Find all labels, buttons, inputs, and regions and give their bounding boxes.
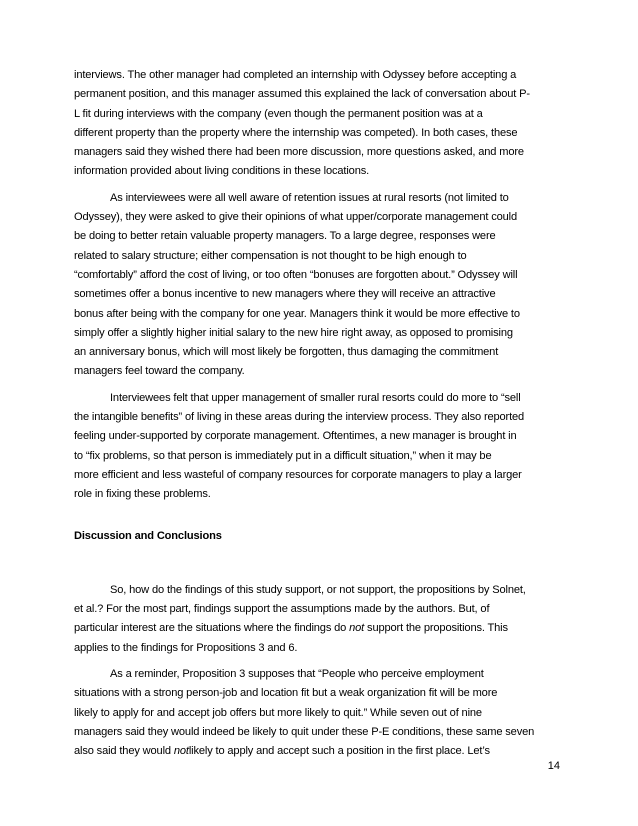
paragraph-3 [74,389,566,505]
text-line: As interviewees were all well aware of retention issues at rural resorts (not limited to [110,191,509,204]
paragraph-1 [74,66,566,182]
text-line [74,742,566,761]
text-line: be doing to better retain valuable property managers. To a large degree, responses were [74,230,496,243]
text-line: managers said they would indeed be likely to quit under these P-E conditions, these same seven [74,725,535,738]
section-heading: Discussion and Conclusions [74,529,222,542]
text-line: interviews. The other manager had completed an internship with Odyssey before accepting a [74,69,517,81]
emphasis-text: not [173,745,189,758]
text-line: role in fixing these problems. [74,488,211,501]
text-line: et al.? For the most part, findings support the assumptions made by the authors. But, of [74,603,490,616]
text-line: the intangible benefits” of living in these areas during the interview process. They also reported [74,411,525,424]
text-line: managers said they wished there had been more discussion, more questions asked, and more [74,146,524,159]
text-line: As a reminder, Proposition 3 supposes that “People who perceive employment [110,668,484,681]
paragraph-4 [74,581,566,658]
text-line: to “fix problems, so that person is immediately put in a difficult situation,” when it may be [74,449,492,462]
text-line: related to salary structure; either compensation is not thought to be high enough to [74,249,467,262]
text-line: Interviewees felt that upper management of smaller rural resorts could do more to “sell [110,391,521,404]
text-line: Odyssey), they were asked to give their opinions of what upper/corporate management could [74,211,517,224]
text-segment: also said they would [74,745,174,758]
page-number: 14 [547,760,560,772]
paragraph-5 [74,665,566,761]
document-body [74,66,566,769]
text-line [74,619,566,638]
emphasis-text: not [349,622,365,635]
text-line: simply offer a slightly higher initial salary to the new hire right away, as opposed to promising [74,326,513,339]
text-line: different property than the property where the internship was competed). In both cases, these [74,126,518,139]
text-segment: support the propositions. This [364,622,508,635]
text-line: situations with a strong person-job and location fit but a weak organization fit will be more [74,687,498,700]
text-line: bonus after being with the company for one year. Managers think it would be more effective to [74,307,520,320]
paragraph-2 [74,189,566,382]
text-line: more efficient and less wasteful of company resources for corporate managers to play a larger [74,468,522,481]
text-line: L fit during interviews with the company (even though the permanent position was at a [74,107,483,120]
text-line: So, how do the findings of this study support, or not support, the propositions by Solnet, [110,583,526,596]
text-segment: likely to apply and accept such a position in the first place. Let’s [188,745,490,758]
text-line: feeling under-supported by corporate management. Oftentimes, a new manager is brought in [74,430,517,443]
text-line: managers feel toward the company. [74,365,245,378]
text-line: applies to the findings for Propositions 3 and 6. [74,641,298,654]
text-line: information provided about living conditions in these locations. [74,165,370,178]
text-line: likely to apply for and accept job offers but more likely to quit.” While seven out of nine [74,706,482,719]
text-line: “comfortably” afford the cost of living, or too often “bonuses are forgotten about.” Odyssey will [74,268,518,281]
text-segment: particular interest are the situations where the findings do [74,622,350,635]
text-line: an anniversary bonus, which will most likely be forgotten, thus damaging the commitment [74,346,499,359]
text-line: permanent position, and this manager assumed this explained the lack of conversation about P- [74,88,530,101]
text-line: sometimes offer a bonus incentive to new managers where they will receive an attractive [74,288,496,301]
